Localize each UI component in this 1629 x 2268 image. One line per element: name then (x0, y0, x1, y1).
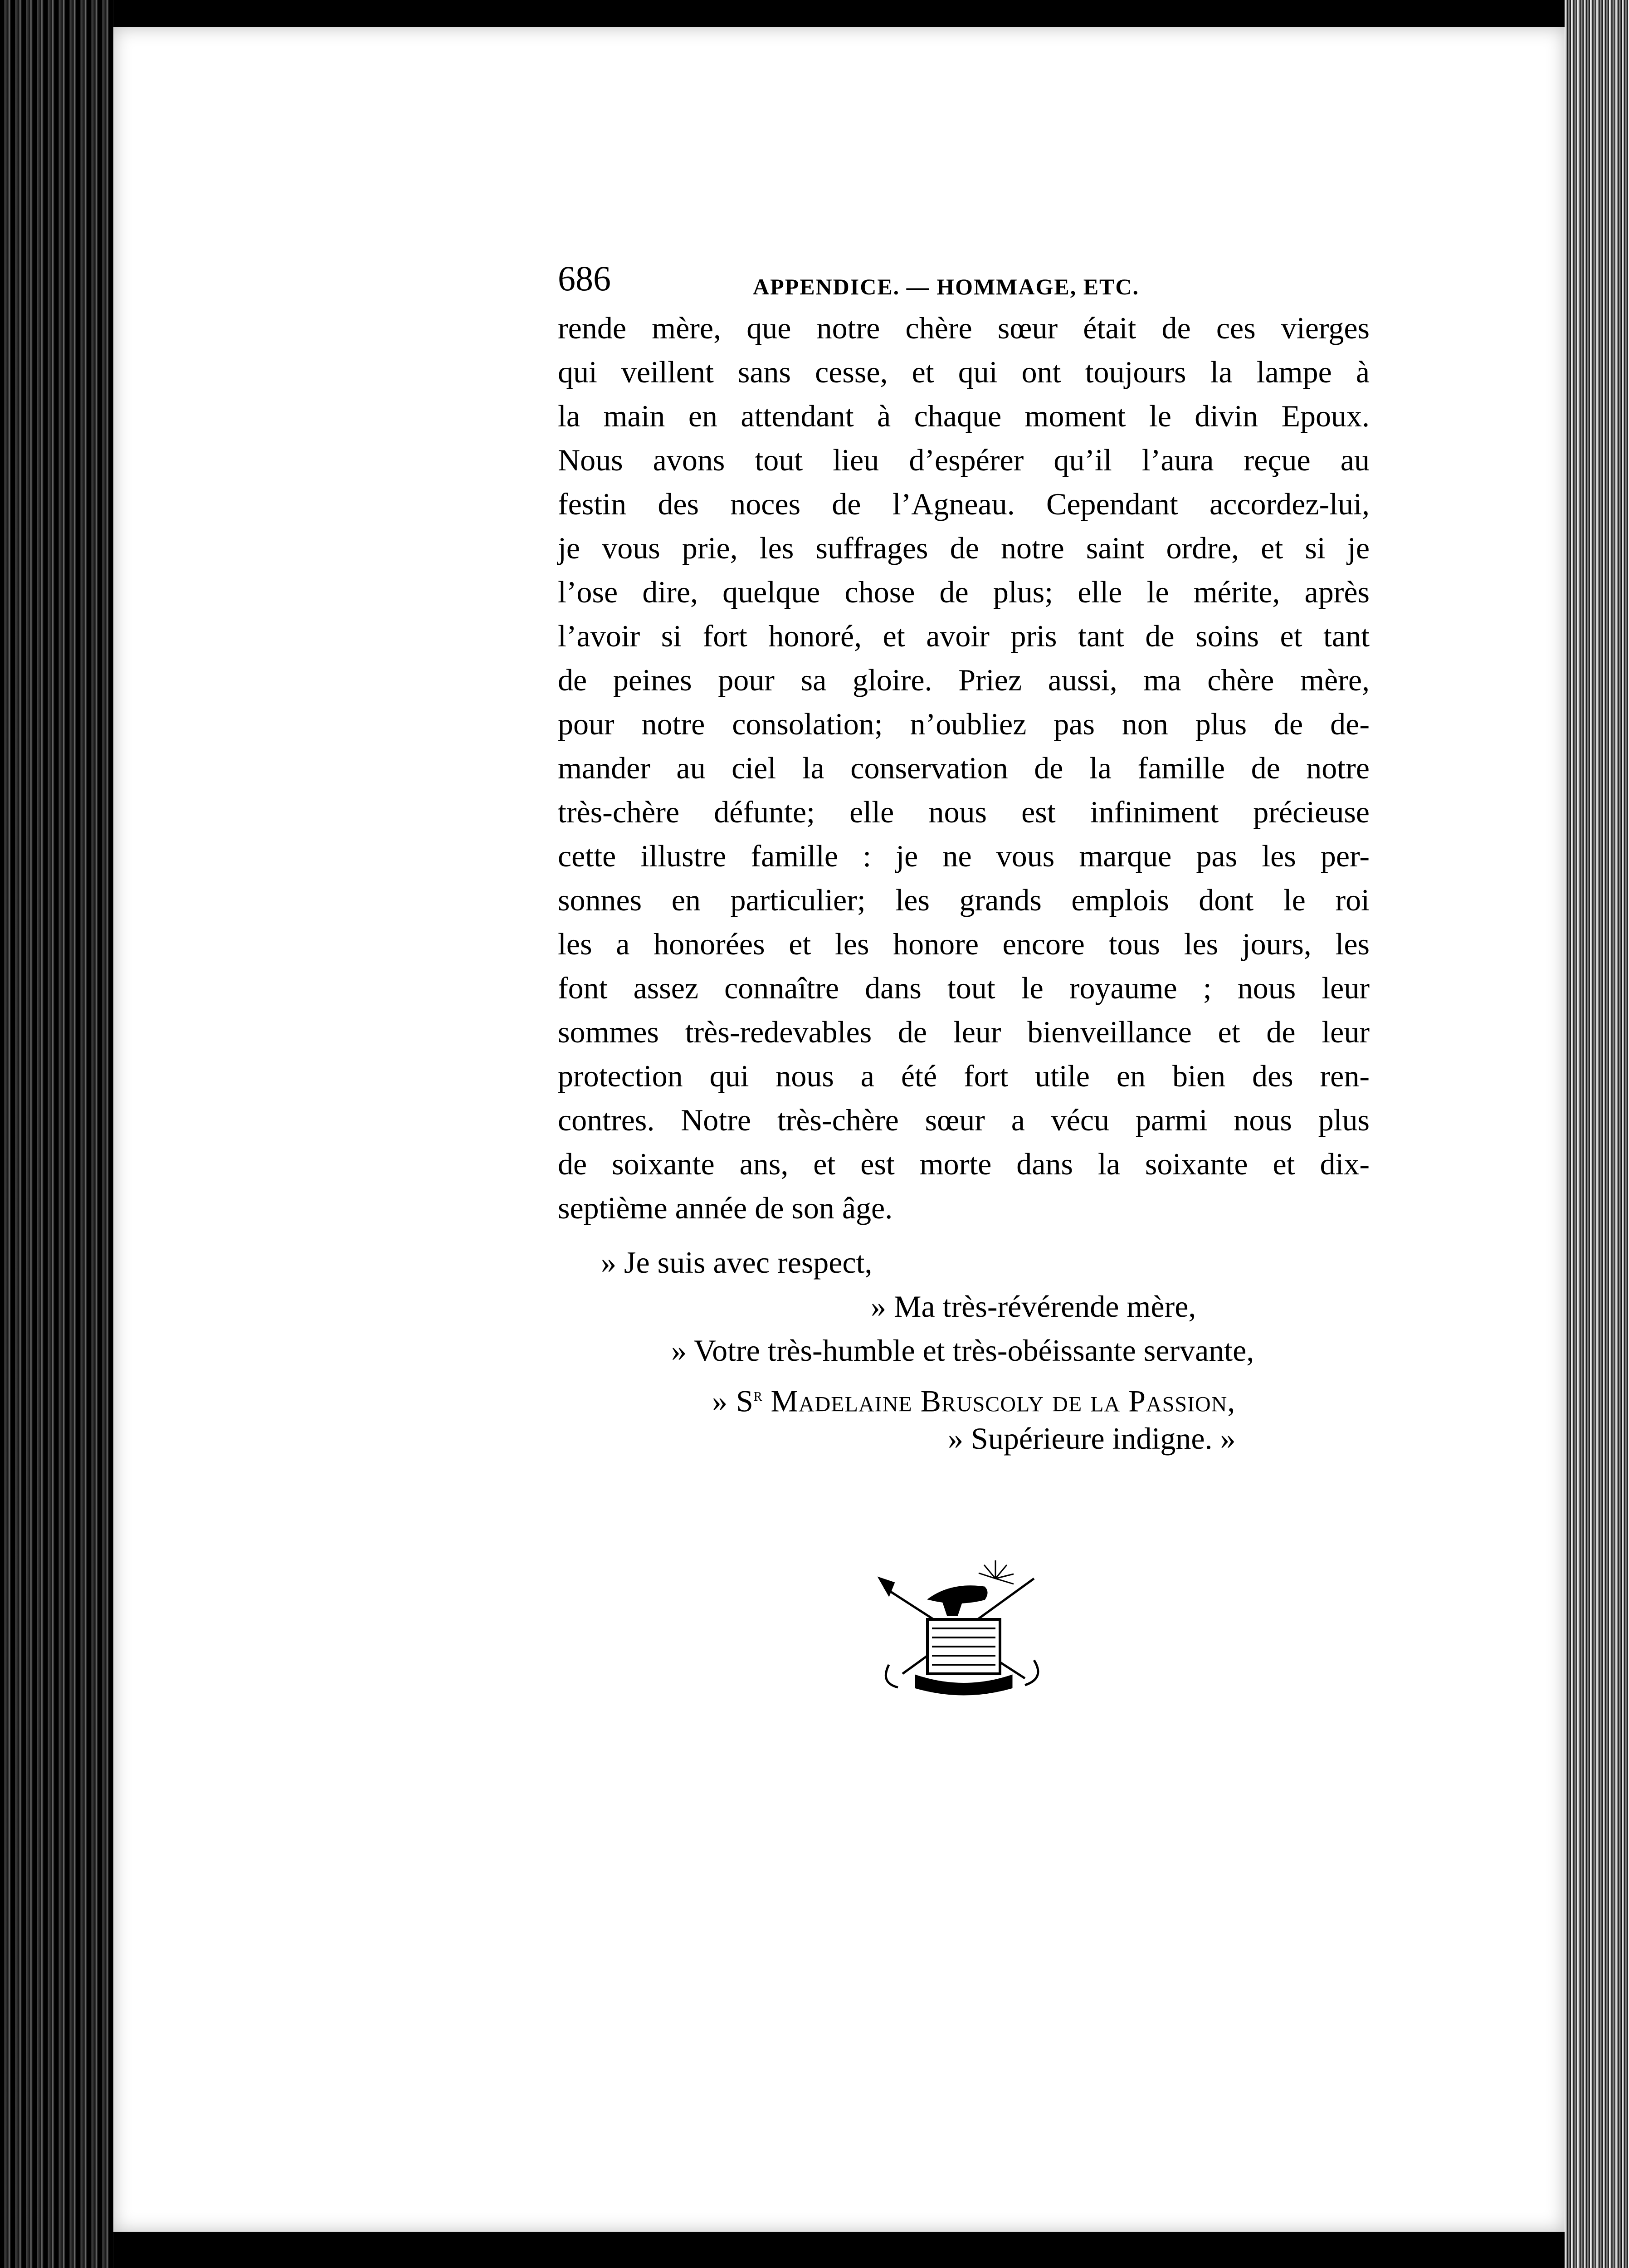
text-line: cette illustre famille : je ne vous marque pas les per- (558, 839, 1370, 873)
closing-salutation: » Je suis avec respect, (601, 1245, 873, 1280)
page-right-edge (1565, 0, 1629, 2268)
page-header (558, 256, 1243, 306)
text-line: septième année de son âge. (558, 1191, 893, 1225)
text-line: contres. Notre très-chère sœur a vécu parmi nous plus (558, 1103, 1370, 1137)
closing-servant: » Votre très-humble et très-obéissante servante, (671, 1333, 1254, 1368)
signature-prefix: » S (712, 1383, 754, 1418)
signature-text: Madelaine Bruscoly de la Passion, (762, 1383, 1236, 1418)
text-line: Nous avons tout lieu d’espérer qu’il l’aura reçue au (558, 443, 1370, 477)
running-head: APPENDICE. — HOMMAGE, ETC. (753, 274, 1139, 299)
text-line: protection qui nous a été fort utile en bien des ren- (558, 1059, 1370, 1093)
text-line: festin des noces de l’Agneau. Cependant accordez-lui, (558, 487, 1370, 521)
book-binding-edge (0, 0, 113, 2268)
text-line: rende mère, que notre chère sœur était de ces vierges (558, 311, 1370, 345)
body-text (558, 306, 1370, 1230)
signature-title: » Supérieure indigne. » (948, 1421, 1236, 1456)
text-line: mander au ciel la conservation de la famille de notre (558, 751, 1370, 785)
text-line: l’ose dire, quelque chose de plus; elle le mérite, après (558, 575, 1370, 609)
text-line: les a honorées et les honore encore tous les jours, les (558, 927, 1370, 961)
text-line: de soixante ans, et est morte dans la soixante et dix- (558, 1147, 1370, 1181)
text-line: sonnes en particulier; les grands emplois dont le roi (558, 883, 1370, 917)
text-line: de peines pour sa gloire. Priez aussi, ma chère mère, (558, 663, 1370, 697)
text-line: je vous prie, les suffrages de notre saint ordre, et si je (558, 531, 1370, 565)
text-line: la main en attendant à chaque moment le divin Epoux. (558, 399, 1370, 433)
page-number: 686 (558, 259, 611, 298)
text-line: l’avoir si fort honoré, et avoir pris tant de soins et tant (558, 619, 1370, 653)
text-line: sommes très-redevables de leur bienveillance et de leur (558, 1015, 1370, 1049)
closing-address: » Ma très-révérende mère, (871, 1289, 1196, 1324)
text-line: pour notre consolation; n’oubliez pas non plus de de- (558, 707, 1370, 741)
ornament-lamp-book-icon (875, 1556, 1048, 1706)
text-line: font assez connaître dans tout le royaume ; nous leur (558, 971, 1370, 1005)
signature-sup: r (753, 1384, 763, 1405)
text-line: qui veillent sans cesse, et qui ont toujours la lampe à (558, 355, 1370, 389)
signature-name (712, 1373, 1235, 1423)
text-line: très-chère défunte; elle nous est infiniment précieuse (558, 795, 1370, 829)
